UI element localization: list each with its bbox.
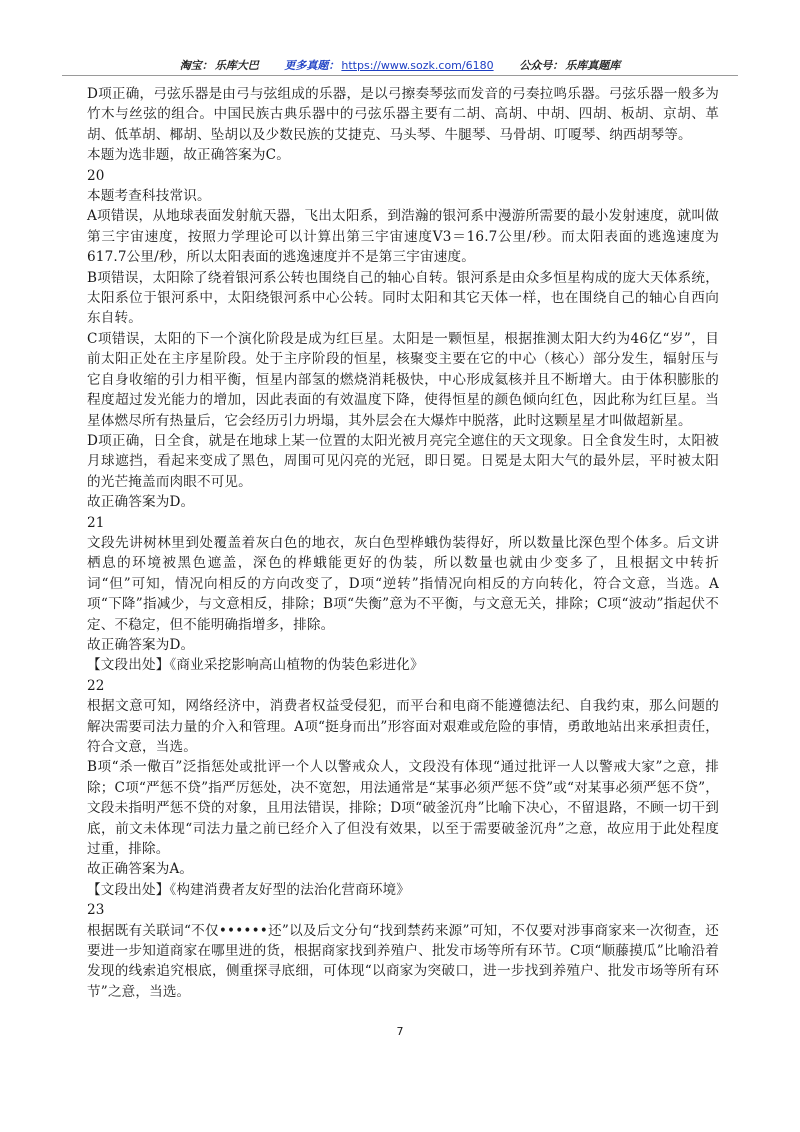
paragraph: 故正确答案为A。	[87, 861, 194, 878]
paragraph: 根据既有关联词“不仅••••••还”以及后文分句“找到禁药来源”可知，不仅要对涉事商家来一次彻查，还要进一步知道商家在哪里进的货，根据商家找到养殖户、批发市场等所有环节。C项“顺藤摸瓜”比喻沿着发现的线索追究根底，侧重探寻底细，可体现“以商家为突破口，进一步找到养殖户、批发市场等所有环节”之意，当选。	[87, 922, 719, 1000]
paragraph: 故正确答案为D。	[87, 636, 195, 653]
paragraph: 本题为选非题，故正确答案为C。	[87, 147, 290, 164]
source-citation: 【文段出处】《商业采挖影响高山植物的伪装色彩进化》	[87, 657, 424, 674]
page-header	[70, 59, 730, 73]
paragraph: B项错误，太阳除了绕着银河系公转也围绕自己的轴心自转。银河系是由众多恒星构成的庞大天体系统，太阳系位于银河系中，太阳绕银河系中心公转。同时太阳和其它天体一样，也在围绕自己的轴心自西向东自转。	[87, 269, 719, 327]
question-number: 20	[87, 167, 105, 184]
question-number: 23	[87, 902, 105, 919]
page-number: 7	[396, 1025, 404, 1038]
paragraph: 故正确答案为D。	[87, 494, 195, 511]
source-citation: 【文段出处】《构建消费者友好型的法治化营商环境》	[87, 881, 411, 898]
taobao-value: 乐库大巴	[214, 59, 259, 72]
paragraph: B项“杀一儆百”泛指惩处或批评一个人以警戒众人，文段没有体现“通过批评一人以警戒大家”之意，排除；C项“严惩不贷”指严厉惩处，决不宽恕，用法通常是“某事必须严惩不贷”或“对某事必须严惩不贷”，文段未指明严惩不贷的对象，且用法错误，排除；D项“破釜沉舟”比喻下决心，不留退路，不顾一切干到底，前文未体现“司法力量之前已经介入了但没有效果，以至于需要破釜沉舟”之意，故应用于此处程度过重，排除。	[87, 759, 719, 858]
wechat-label: 公众号：	[519, 59, 564, 72]
website-link[interactable]: https://www.sozk.com/6180	[341, 59, 494, 72]
taobao-label: 淘宝：	[179, 59, 213, 72]
paragraph: 根据文意可知，网络经济中，消费者权益受侵犯，而平台和电商不能遵德法纪、自我约束，那么问题的解决需要司法力量的介入和管理。A项“挺身而出”形容面对艰难或危险的事情，勇敢地站出来承担责任，符合文意，当选。	[87, 698, 719, 755]
paragraph: A项错误，从地球表面发射航天器，飞出太阳系，到浩瀚的银河系中漫游所需要的最小发射速度，就叫做第三宇宙速度，按照力学理论可以计算出第三宇宙速度V3＝16.7公里/秒。而太阳表面的逃逸速度为617.7公里/秒，所以太阳表面的逃逸速度并不是第三宇宙速度。	[87, 208, 719, 266]
paragraph: C项错误，太阳的下一个演化阶段是成为红巨星。太阳是一颗恒星，根据推测太阳大约为46亿“岁”，目前太阳正处在主序星阶段。处于主序阶段的恒星，核聚变主要在它的中心（核心）部分发生，辐射压与它自身收缩的引力相平衡，恒星内部氢的燃烧消耗极快，中心形成氦核并且不断增大。由于体积膨胀的程度超过发光能力的增加，因此表面的有效温度下降，使得恒星的颜色倾向红色，因此称为红巨星。当星体燃尽所有热量后，它会经历引力坍塌，其外层会在大爆炸中脱落，此时这颗星星才叫做超新星。	[87, 330, 719, 429]
paragraph: 本题考查科技常识。	[87, 188, 211, 205]
paragraph: 文段先讲树林里到处覆盖着灰白色的地衣，灰白色型桦蛾伪装得好，所以数量比深色型个体多。后文讲栖息的环境被黑色遮盖，深色的桦蛾能更好的伪装，所以数量也就由少变多了，且根据文中转折词“但”可知，情况向相反的方向改变了，D项“逆转”指情况向相反的方向转化，符合文意，当选。A项“下降”指减少，与文意相反，排除；B项“失衡”意为不平衡，与文意无关，排除；C项“波动”指起伏不定、不稳定，但不能明确指增多，排除。	[87, 534, 719, 633]
question-number: 21	[87, 514, 105, 531]
paragraph: D项正确，弓弦乐器是由弓与弦组成的乐器，是以弓擦奏琴弦而发音的弓奏拉鸣乐器。弓弦乐器一般多为竹木与丝弦的组合。中国民族古典乐器中的弓弦乐器主要有二胡、高胡、中胡、四胡、板胡、京胡、革胡、低革胡、椰胡、坠胡以及少数民族的艾捷克、马头琴、牛腿琴、马骨胡、叮嗄琴、纳西胡琴等。	[87, 86, 719, 143]
question-number: 22	[87, 677, 105, 694]
document-body	[87, 84, 719, 1002]
paragraph: D项正确，日全食，就是在地球上某一位置的太阳光被月亮完全遮住的天文现象。日全食发生时，太阳被月球遮挡，看起来变成了黑色，周围可见闪亮的光冠，即日冕。日冕是太阳大气的最外层，平时被太阳的光芒掩盖而肉眼不可见。	[87, 432, 719, 490]
wechat-value: 乐库真题库	[565, 59, 621, 72]
more-questions-label: 更多真题：	[284, 59, 340, 72]
header-divider	[62, 75, 738, 76]
